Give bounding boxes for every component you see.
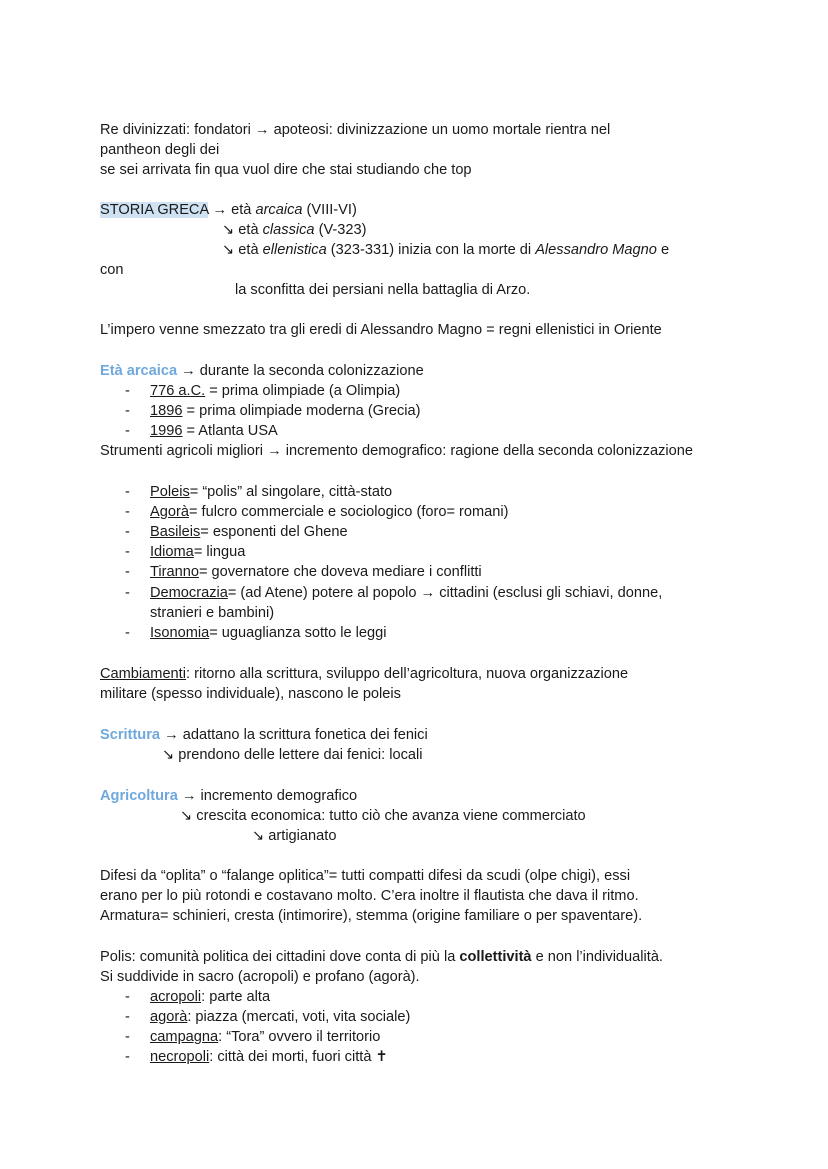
eta-ellenistica-line: ↘ età ellenistica (323-331) inizia con la morte di Alessandro Magno e: [222, 242, 670, 258]
list-item: - 1896 = prima olimpiade moderna (Grecia): [125, 403, 421, 419]
polis-item: - acropoli: parte alta: [125, 989, 271, 1005]
strumenti-line: Strumenti agricoli migliori → incremento demografico: ragione della seconda colonizzazione: [100, 443, 693, 459]
impero-line: L’impero venne smezzato tra gli eredi di Alessandro Magno = regni ellenistici in Oriente: [100, 322, 662, 338]
difesi-line-1: Difesi da “oplita” o “falange oplitica”= tutti compatti difesi da scudi (olpe chigi), essi: [100, 868, 631, 884]
glossary-item: - Democrazia= (ad Atene) potere al popolo → cittadini (esclusi gli schiavi, donne,: [125, 585, 663, 601]
polis-line-1: Polis: comunità politica dei cittadini dove conta di più la collettività e non l’individualità.: [100, 949, 663, 965]
cambiamenti-line-2: militare (spesso individuale), nascono le poleis: [100, 686, 401, 702]
polis-line-2: Si suddivide in sacro (acropoli) e profano (agorà).: [100, 969, 420, 985]
agricoltura-heading: Agricoltura → incremento demografico: [100, 788, 358, 804]
list-item: - 1996 = Atlanta USA: [125, 423, 278, 439]
polis-item: - necropoli: città dei morti, fuori città ✝: [125, 1049, 388, 1065]
eta-arcaica-heading: Età arcaica → durante la seconda colonizzazione: [100, 363, 424, 379]
storia-greca-label: STORIA GRECA: [100, 202, 209, 218]
intro-line-2: pantheon degli dei: [100, 142, 220, 158]
sconfitta-line: la sconfitta dei persiani nella battaglia di Arzo.: [235, 282, 531, 298]
polis-item: - agorà: piazza (mercati, voti, vita sociale): [125, 1009, 411, 1025]
intro-line-3: se sei arrivata fin qua vuol dire che stai studiando che top: [100, 162, 472, 178]
glossary-item: - Basileis= esponenti del Ghene: [125, 524, 348, 540]
glossary-item: - Idioma= lingua: [125, 544, 246, 560]
difesi-line-2: erano per lo più rotondi e costavano molto. C’era inoltre il flautista che dava il ritmo.: [100, 888, 639, 904]
agricoltura-line-3: ↘ artigianato: [252, 828, 337, 844]
polis-item: - campagna: “Tora” ovvero il territorio: [125, 1029, 381, 1045]
scrittura-heading: Scrittura → adattano la scrittura fonetica dei fenici: [100, 727, 428, 743]
glossary-item: - Isonomia= uguaglianza sotto le leggi: [125, 625, 387, 641]
eta-classica-line: ↘ età classica (V-323): [222, 222, 367, 238]
cambiamenti-line-1: Cambiamenti: ritorno alla scrittura, sviluppo dell’agricoltura, nuova organizzazione: [100, 666, 629, 682]
glossary-item: - Poleis= “polis” al singolare, città-stato: [125, 484, 393, 500]
glossary-item: - Tiranno= governatore che doveva mediare i conflitti: [125, 564, 482, 580]
con-line: con: [100, 262, 124, 278]
glossary-item: - Agorà= fulcro commerciale e sociologico (foro= romani): [125, 504, 509, 520]
agricoltura-line-2: ↘ crescita economica: tutto ciò che avanza viene commerciato: [180, 808, 586, 824]
list-item: - 776 a.C. = prima olimpiade (a Olimpia): [125, 383, 401, 399]
intro-line-1: Re divinizzati: fondatori → apoteosi: divinizzazione un uomo mortale rientra nel: [100, 122, 611, 138]
difesi-line-3: Armatura= schinieri, cresta (intimorire), stemma (origine familiare o per spaventare).: [100, 908, 643, 924]
storia-greca-line: STORIA GRECA → età arcaica (VIII-VI): [100, 202, 357, 218]
democrazia-continuation: stranieri e bambini): [150, 605, 275, 621]
scrittura-line-2: ↘ prendono delle lettere dai fenici: locali: [162, 747, 423, 763]
